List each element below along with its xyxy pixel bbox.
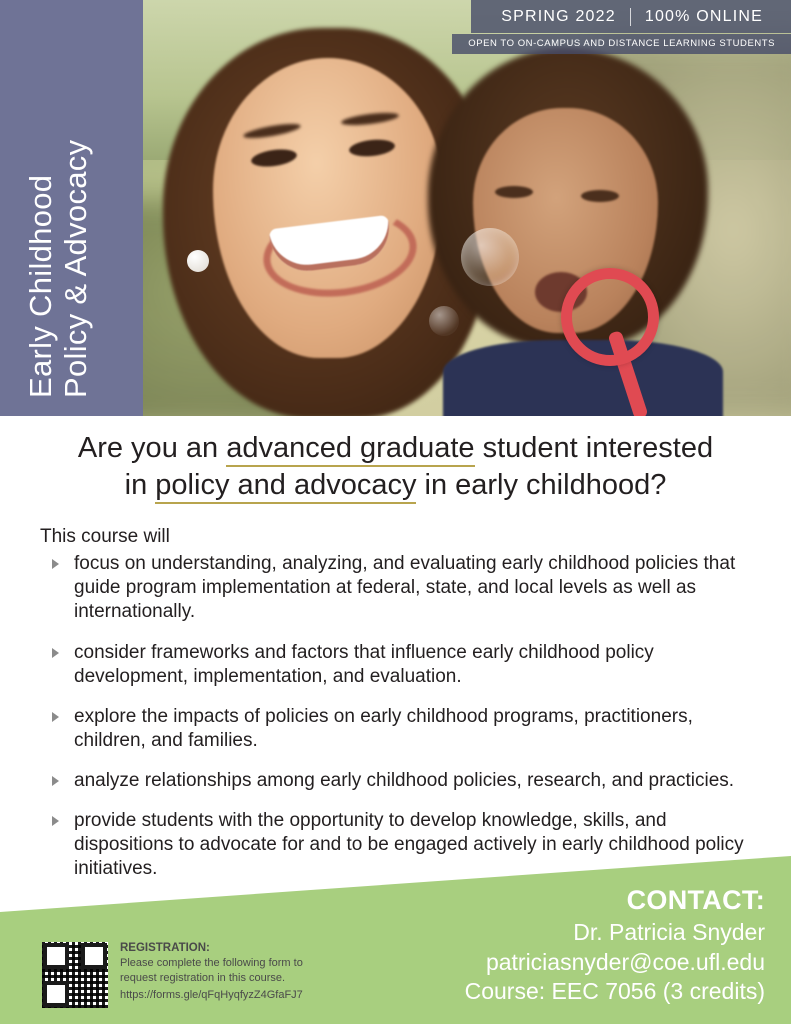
flyer-body xyxy=(0,416,791,1024)
registration-line-1: Please complete the following form to xyxy=(120,957,303,969)
headline-emphasis-2: policy and advocacy xyxy=(155,469,416,504)
course-objectives-list xyxy=(0,552,791,881)
child-eye-left xyxy=(495,186,533,198)
contact-email[interactable]: patriciasnyder@coe.ufl.edu xyxy=(485,948,765,975)
flyer-title xyxy=(0,0,143,416)
headline-part-4: in early childhood? xyxy=(416,469,667,502)
course-intro-text: This course will xyxy=(40,526,170,548)
banner-subtitle: OPEN TO ON-CAMPUS AND DISTANCE LEARNING STUDENTS xyxy=(452,34,791,54)
headline-emphasis-1: advanced graduate xyxy=(226,432,474,467)
pearl-earring xyxy=(187,250,209,272)
flyer-title-line1: Early Childhood xyxy=(23,174,58,398)
child-eye-right xyxy=(581,190,619,202)
list-item: explore the impacts of policies on early childhood programs, practitioners, children, and families. xyxy=(62,705,751,753)
soap-bubble-small xyxy=(429,306,459,336)
bubble-wand-ring xyxy=(561,268,659,366)
list-item: provide students with the opportunity to develop knowledge, skills, and dispositions to advocate for and to be engaged actively in early childhood policy initiatives. xyxy=(62,809,751,881)
headline xyxy=(0,416,791,504)
registration-title: REGISTRATION: xyxy=(120,942,210,954)
list-item: analyze relationships among early childhood policies, research, and practicies. xyxy=(62,769,751,793)
headline-part-1: Are you an xyxy=(77,432,227,464)
headline-part-3: in xyxy=(124,469,156,502)
headline-part-2: student interested xyxy=(474,432,714,464)
contact-name: Dr. Patricia Snyder xyxy=(573,919,765,946)
flyer-header xyxy=(0,0,791,416)
registration-line-2: request registration in this course. xyxy=(120,971,286,984)
term-banner xyxy=(471,0,791,33)
registration-text xyxy=(120,942,303,1001)
header-photo xyxy=(143,0,791,416)
contact-course: Course: EEC 7056 (3 credits) xyxy=(464,977,765,1004)
contact-title: CONTACT: xyxy=(626,885,765,916)
woman-face xyxy=(213,58,443,358)
registration-block xyxy=(42,942,303,1008)
list-item: focus on understanding, analyzing, and evaluating early childhood policies that guide program implementation at federal, state, and local levels as well as internationally. xyxy=(62,552,751,624)
soap-bubble-large xyxy=(461,228,519,286)
qr-code-icon[interactable] xyxy=(42,942,108,1008)
registration-url[interactable]: https://forms.gle/qFqHyqfyzZ4GfaFJ7 xyxy=(120,988,303,1001)
contact-block xyxy=(465,885,765,1006)
flyer-title-line2: Policy & Advocacy xyxy=(57,139,93,398)
term-label: SPRING 2022 xyxy=(501,8,616,25)
online-label: 100% ONLINE xyxy=(644,8,763,25)
title-band xyxy=(0,0,143,416)
list-item: consider frameworks and factors that influence early childhood policy development, implementation, and evaluation. xyxy=(62,641,751,689)
